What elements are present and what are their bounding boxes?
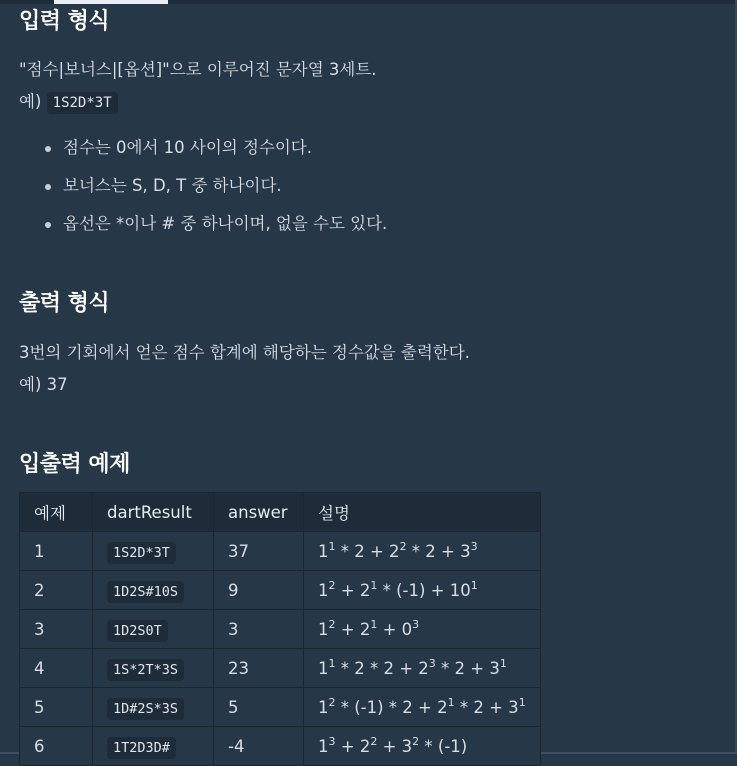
- explanation-exponent: 2: [328, 578, 336, 592]
- input-format-heading: 입력 형식: [19, 9, 110, 34]
- dartresult-cell: [93, 649, 214, 688]
- answer-cell: 9: [214, 571, 304, 610]
- example-number: 5: [20, 688, 93, 727]
- dartresult-code: 1T2D3D#: [107, 737, 176, 759]
- explanation-exponent: 3: [412, 617, 420, 631]
- explanation-text: * 2 + 3: [454, 697, 519, 717]
- input-rules-list: [41, 137, 387, 251]
- explanation-text: * 2 * 2 + 2: [335, 658, 429, 678]
- dartresult-code: 1D2S0T: [107, 620, 168, 642]
- explanation-exponent: 1: [518, 695, 526, 709]
- example-prefix: 예): [19, 92, 42, 111]
- answer-cell: 23: [214, 649, 304, 688]
- example-number: 4: [20, 649, 93, 688]
- explanation-exponent: 1: [370, 617, 378, 631]
- dartresult-cell: [93, 688, 214, 727]
- examples-heading: 입출력 예제: [19, 452, 130, 477]
- column-header-example: 예제: [20, 493, 93, 532]
- answer-cell: 3: [214, 610, 304, 649]
- output-format-heading: 출력 형식: [19, 291, 110, 316]
- explanation-text: 1: [318, 697, 329, 717]
- explanation-exponent: 2: [328, 695, 336, 709]
- input-example-line: [19, 88, 118, 112]
- example-number: 2: [20, 571, 93, 610]
- explanation-text: 1: [318, 619, 329, 639]
- explanation-exponent: 2: [399, 539, 407, 553]
- explanation-text: * 2 + 3: [406, 541, 471, 561]
- explanation-text: + 0: [377, 619, 413, 639]
- output-example-line: 예) 37: [19, 375, 68, 394]
- dartresult-cell: [93, 610, 214, 649]
- explanation-text: * (-1) + 10: [377, 580, 471, 600]
- output-format-description: 3번의 기회에서 얻은 점수 합계에 해당하는 정수값을 출력한다.: [19, 343, 470, 362]
- explanation-exponent: 3: [428, 656, 436, 670]
- list-item: 점수는 0에서 10 사이의 정수이다.: [41, 137, 387, 175]
- explanation-exponent: 2: [328, 617, 336, 631]
- explanation-text: 1: [318, 736, 329, 756]
- column-header-explanation: 설명: [304, 493, 541, 532]
- explanation-exponent: 2: [412, 734, 420, 748]
- dartresult-code: 1S*2T*3S: [107, 659, 184, 681]
- example-number: 6: [20, 727, 93, 766]
- column-header-answer: answer: [214, 493, 304, 532]
- list-item: 옵선은 *이나 # 중 하나이며, 없을 수도 있다.: [41, 213, 387, 251]
- column-header-dartresult: dartResult: [93, 493, 214, 532]
- answer-cell: -4: [214, 727, 304, 766]
- explanation-text: 1: [318, 658, 329, 678]
- explanation-text: * 2 + 3: [435, 658, 500, 678]
- example-number: 3: [20, 610, 93, 649]
- explanation-exponent: 3: [328, 734, 336, 748]
- explanation-text: + 3: [377, 736, 413, 756]
- table-row: [20, 688, 541, 727]
- explanation-exponent: 1: [447, 695, 455, 709]
- explanation-cell: [304, 571, 541, 610]
- dartresult-code: 1D#2S*3S: [107, 698, 184, 720]
- explanation-cell: [304, 688, 541, 727]
- dartresult-cell: [93, 727, 214, 766]
- explanation-cell: [304, 610, 541, 649]
- answer-cell: 5: [214, 688, 304, 727]
- explanation-text: 1: [318, 580, 329, 600]
- explanation-text: + 2: [335, 619, 371, 639]
- explanation-exponent: 3: [470, 539, 478, 553]
- explanation-cell: [304, 727, 541, 766]
- table-header-row: [20, 493, 541, 532]
- explanation-exponent: 1: [470, 578, 478, 592]
- list-item: 보너스는 S, D, T 중 하나이다.: [41, 175, 387, 213]
- explanation-text: * (-1): [419, 736, 468, 756]
- explanation-text: * 2 + 2: [335, 541, 400, 561]
- dartresult-code: 1S2D*3T: [107, 542, 176, 564]
- dartresult-cell: [93, 532, 214, 571]
- explanation-exponent: 1: [328, 656, 336, 670]
- explanation-exponent: 1: [370, 578, 378, 592]
- table-row: [20, 532, 541, 571]
- explanation-cell: [304, 532, 541, 571]
- explanation-text: + 2: [335, 736, 371, 756]
- answer-cell: 37: [214, 532, 304, 571]
- example-number: 1: [20, 532, 93, 571]
- explanation-text: 1: [318, 541, 329, 561]
- explanation-cell: [304, 649, 541, 688]
- table-row: [20, 571, 541, 610]
- input-format-description: "점수|보너스|[옵션]"으로 이루어진 문자열 3세트.: [19, 60, 377, 79]
- input-example-code: 1S2D*3T: [47, 92, 118, 114]
- explanation-text: + 2: [335, 580, 371, 600]
- explanation-exponent: 2: [370, 734, 378, 748]
- table-row: [20, 649, 541, 688]
- table-row: [20, 610, 541, 649]
- dartresult-code: 1D2S#10S: [107, 581, 184, 603]
- examples-table: [19, 492, 541, 766]
- explanation-text: * (-1) * 2 + 2: [335, 697, 448, 717]
- explanation-exponent: 1: [328, 539, 336, 553]
- table-row: [20, 727, 541, 766]
- explanation-exponent: 1: [499, 656, 507, 670]
- dartresult-cell: [93, 571, 214, 610]
